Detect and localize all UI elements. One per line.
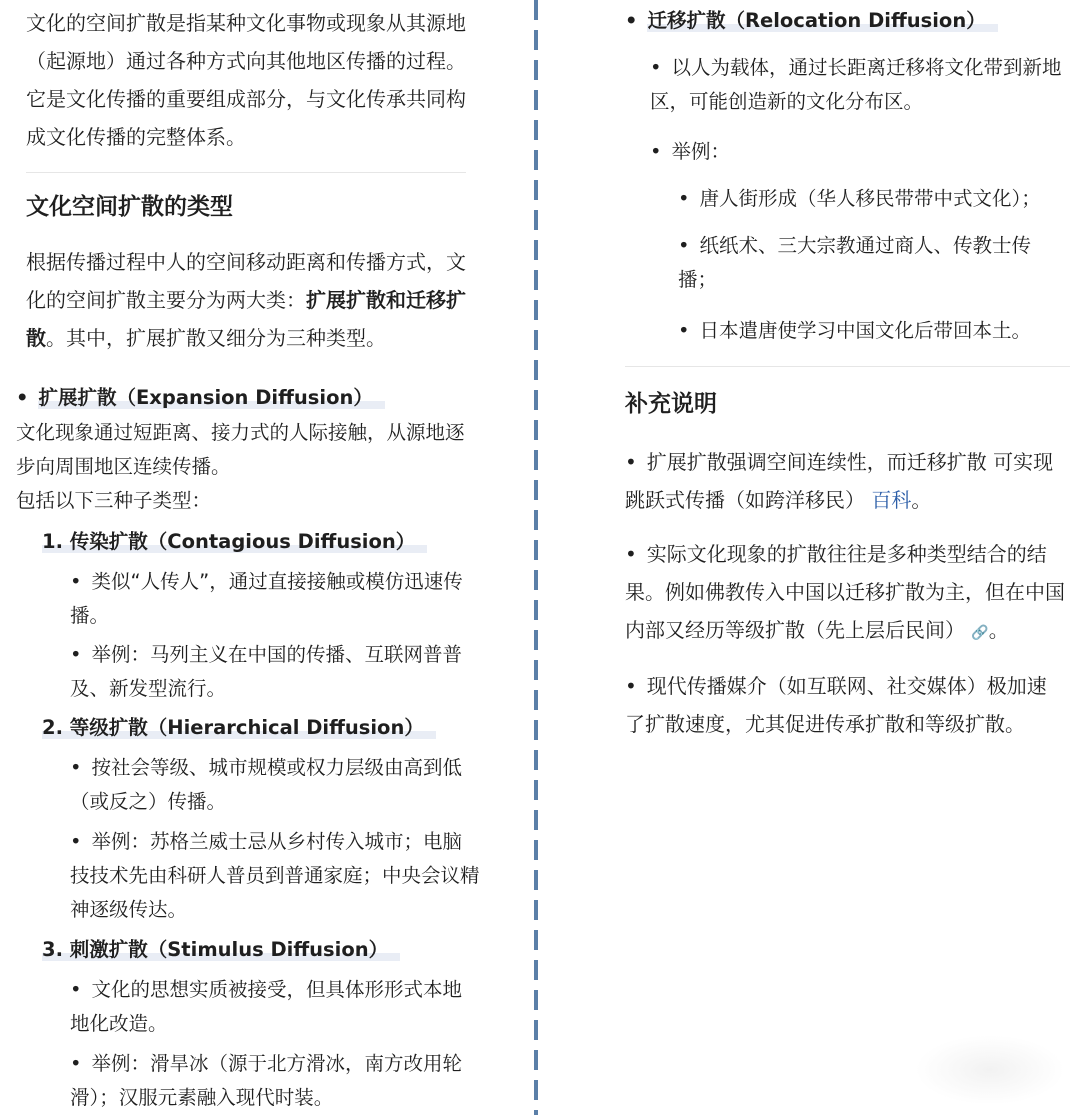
list-item: • 举例：苏格兰威士忌从乡村传入城市；电脑技技术先由科研人普员到普通家庭；中央会议精神逐级传达。 — [70, 825, 480, 927]
list-item: • 扩展扩散强调空间连续性，而迁移扩散 可实现跳跃式传播（如跨洋移民） 百科。 — [625, 443, 1065, 519]
list-item: • 文化的思想实质被接受，但具体形形式本地地化改造。 — [70, 973, 480, 1041]
baike-link[interactable]: 百科 — [871, 488, 912, 512]
list-item: • 日本遣唐使学习中国文化后带回本土。 — [678, 314, 1068, 348]
subtype-title: 1. 传染扩散（Contagious Diffusion） — [42, 525, 427, 559]
list-item: • 实际文化现象的扩散往往是多种类型结合的结果。例如佛教传入中国以迁移扩散为主，但在中国内部又经历等级扩散（先上层后民间） 🔗。 — [625, 535, 1065, 652]
link-icon[interactable]: 🔗 — [971, 625, 989, 641]
relocation-example-label: • 举例： — [650, 135, 730, 169]
expansion-title: • 扩展扩散（Expansion Diffusion） — [16, 381, 385, 415]
column-divider — [534, 0, 538, 1115]
list-item: • 按社会等级、城市规模或权力层级由高到低（或反之）传播。 — [70, 751, 480, 819]
subtype-title: 2. 等级扩散（Hierarchical Diffusion） — [42, 711, 436, 745]
relocation-title: • 迁移扩散（Relocation Diffusion） — [625, 4, 998, 38]
section-separator — [625, 366, 1070, 367]
list-item: • 举例：滑旱冰（源于北方滑冰，南方改用轮滑）；汉服元素融入现代时装。 — [70, 1047, 480, 1115]
blurred-watermark — [915, 1035, 1065, 1105]
list-item: • 唐人街形成（华人移民带带中式文化）； — [678, 182, 1068, 216]
relocation-desc: • 以人为载体，通过长距离迁移将文化带到新地区，可能创造新的文化分布区。 — [650, 51, 1065, 119]
list-item: • 纸纸术、三大宗教通过商人、传教士传播； — [678, 229, 1068, 297]
expansion-desc: 文化现象通过短距离、接力式的人际接触，从源地逐步向周围地区连续传播。 — [16, 421, 465, 478]
list-item: • 类似“人传人”，通过直接接触或模仿迅速传播。 — [70, 565, 480, 633]
types-heading: 文化空间扩散的类型 — [26, 194, 233, 220]
list-item: • 现代传播媒介（如互联网、社交媒体）极加速了扩散速度，尤其促进传承扩散和等级扩散。 — [625, 667, 1065, 743]
types-intro: 根据传播过程中人的空间移动距离和传播方式，文化的空间扩散主要分为两大类：扩展扩散和迁移扩散。其中，扩展扩散又细分为三种类型。 — [26, 250, 466, 350]
subtypes-intro: 包括以下三种子类型： — [16, 489, 212, 512]
section-separator — [26, 172, 466, 173]
notes-heading: 补充说明 — [625, 391, 717, 417]
list-item: • 举例：马列主义在中国的传播、互联网普普及、新发型流行。 — [70, 638, 480, 706]
intro-paragraph: 文化的空间扩散是指某种文化事物或现象从其源地（起源地）通过各种方式向其他地区传播的过程。它是文化传播的重要组成部分，与文化传承共同构成文化传播的完整体系。 — [26, 11, 466, 149]
subtype-title: 3. 刺激扩散（Stimulus Diffusion） — [42, 933, 400, 967]
